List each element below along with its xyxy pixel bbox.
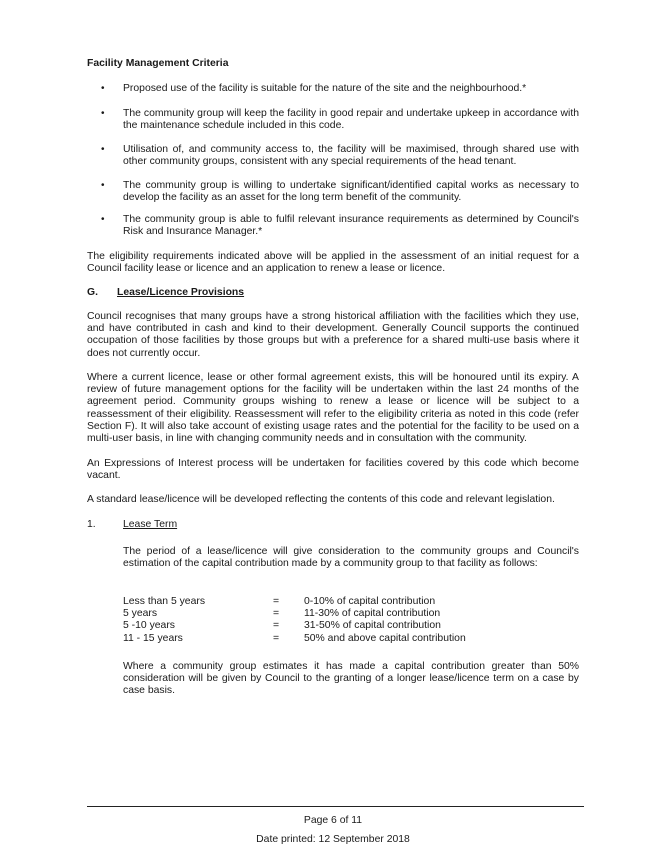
- lease-term-closing: Where a community group estimates it has made a capital contribution greater than 50% consideration will be given by Council to the granting of a longer lease/licence term on a case by case basis.: [123, 661, 579, 697]
- section-title: Lease/Licence Provisions: [117, 287, 245, 298]
- lease-term-row: [123, 608, 579, 620]
- term-cell: Less than 5 years: [123, 596, 206, 607]
- equals-cell: =: [273, 596, 280, 607]
- equals-cell: =: [273, 632, 280, 644]
- term-cell: 5 -10 years: [123, 620, 175, 632]
- eligibility-paragraph: The eligibility requirements indicated above will be applied in the assessment of an initial request for a Council facility lease or licence and an application to renew a lease or licence.: [87, 251, 579, 275]
- contribution-cell: 50% and above capital contribution: [304, 632, 466, 644]
- lease-term-table: [123, 596, 579, 645]
- lease-term-row: [123, 633, 579, 645]
- section-g-paragraph: Council recognises that many groups have a strong historical affiliation with the facilities which they use, and have contributed in cash and kind to their development. Generally Council supports the continued occupation of those facilities by those groups but with a preference for a shared multi-use basis where it does not currently occur.: [87, 311, 579, 359]
- lease-term-row: [123, 596, 579, 608]
- criteria-bullet-text: Utilisation of, and community access to, the facility will be maximised, through shared use with other community groups, consistent with any special requirements of the head tenant.: [123, 144, 579, 168]
- subsection-number: 1.: [87, 519, 96, 530]
- bullet-icon: •: [101, 214, 105, 225]
- term-cell: 5 years: [123, 608, 158, 620]
- lease-term-heading: [87, 519, 177, 531]
- contribution-cell: 11-30% of capital contribution: [304, 608, 441, 620]
- section-letter: G.: [87, 287, 98, 298]
- criteria-bullet-text: Proposed use of the facility is suitable for the nature of the site and the neighbourhood.*: [123, 83, 527, 94]
- criteria-bullet-text: The community group is willing to undertake significant/identified capital works as necessary to develop the facility as an asset for the long term benefit of the community.: [123, 180, 579, 204]
- footer-divider: [87, 806, 584, 807]
- section-g-paragraph: Where a current licence, lease or other formal agreement exists, this will be honoured until its expiry. A review of future management options for the facility will be undertaken within the last 24 months of the agreement period. Community groups wishing to renew a lease or licence will be subject to a reassessment of their eligibility. Reassessment will refer to the eligibility criteria as noted in this code (refer Section F). It will also take account of existing usage rates and the potential for the facility to be used on a multi-user basis, in line with changing community needs and in consultation with the community.: [87, 372, 579, 445]
- criteria-bullet-text: The community group will keep the facility in good repair and undertake upkeep in accordance with the maintenance schedule included in this code.: [123, 108, 579, 132]
- term-cell: 11 - 15 years: [123, 632, 183, 644]
- lease-term-intro: The period of a lease/licence will give consideration to the community groups and Council's estimation of the capital contribution made by a community group to that facility as follows:: [123, 546, 579, 570]
- bullet-icon: •: [101, 144, 105, 155]
- subsection-title: Lease Term: [123, 519, 178, 530]
- bullet-icon: •: [101, 83, 105, 94]
- equals-cell: =: [273, 608, 280, 620]
- contribution-cell: 0-10% of capital contribution: [304, 596, 436, 607]
- section-g-paragraph: A standard lease/licence will be developed reflecting the contents of this code and relevant legislation.: [87, 494, 555, 505]
- criteria-heading: Facility Management Criteria: [87, 58, 229, 69]
- section-g-heading: [87, 287, 244, 299]
- section-g-paragraph: An Expressions of Interest process will be undertaken for facilities covered by this code which become vacant.: [87, 458, 579, 482]
- bullet-icon: •: [101, 180, 105, 191]
- page-number: Page 6 of 11: [303, 815, 363, 826]
- equals-cell: =: [273, 620, 280, 632]
- date-printed: Date printed: 12 September 2018: [256, 834, 410, 845]
- bullet-icon: •: [101, 108, 105, 119]
- lease-term-row: [123, 620, 579, 632]
- criteria-bullet-text: The community group is able to fulfil relevant insurance requirements as determined by Council's Risk and Insurance Manager.*: [123, 214, 579, 238]
- contribution-cell: 31-50% of capital contribution: [304, 620, 441, 632]
